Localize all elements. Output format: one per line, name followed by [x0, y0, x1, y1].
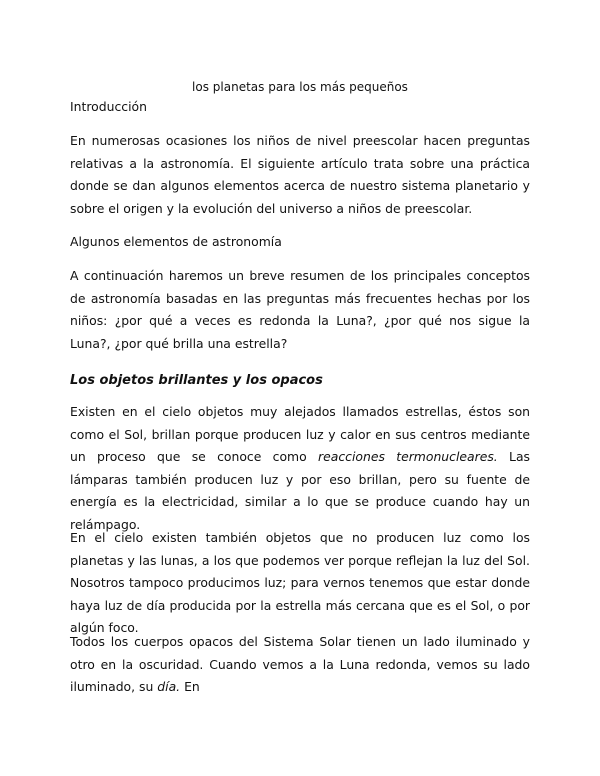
reacciones-termonucleares-emphasis: reacciones termonucleares.	[318, 449, 498, 464]
heading-astronomia: Algunos elementos de astronomía	[70, 234, 282, 249]
paragraph-estrellas	[70, 401, 530, 536]
paragraph-cuerpos-opacos-text: Todos los cuerpos opacos del Sistema Solar tienen un lado iluminado y otro en la oscuridad. Cuando vemos a la Luna redonda, vemos su lado iluminado, su	[70, 634, 530, 694]
paragraph-estrellas-text: Existen en el cielo objetos muy alejados llamados estrellas, éstos son como el Sol, brillan porque producen luz y calor en sus centros mediante un proceso que se conoce como	[70, 404, 530, 464]
paragraph-astronomia: A continuación haremos un breve resumen de los principales conceptos de astronomía basadas en las preguntas más frecuentes hechas por los niños: ¿por qué a veces es redonda la Luna?, ¿por qué nos sigue la Luna?, ¿por qué brilla una estrella?	[70, 268, 530, 351]
paragraph-cuerpos-opacos-text-end: En	[180, 679, 200, 694]
heading-objetos-brillantes: Los objetos brillantes y los opacos	[70, 373, 323, 388]
paragraph-planetas: En el cielo existen también objetos que no producen luz como los planetas y las lunas, a los que podemos ver porque reflejan la luz del Sol. Nosotros tampoco producimos luz; para vernos tenemos que estar donde haya luz de día producida por la estrella más cercana que es el Sol, o por algún foco.	[70, 530, 530, 635]
heading-introduccion: Introducción	[70, 99, 147, 114]
paragraph-intro: En numerosas ocasiones los niños de nivel preescolar hacen preguntas relativas a la astronomía. El siguiente artículo trata sobre una práctica donde se dan algunos elementos acerca de nuestro sistema planetario y sobre el origen y la evolución del universo a niños de preescolar.	[70, 133, 530, 216]
paragraph-cuerpos-opacos	[70, 631, 530, 699]
paragraph-estrellas-text-end: Las lámparas también producen luz y por eso brillan, pero su fuente de energía es la electricidad, similar a lo que se produce cuando hay un relámpago.	[70, 449, 531, 532]
dia-emphasis: día.	[157, 679, 181, 694]
document-title: los planetas para los más pequeños	[192, 80, 408, 94]
